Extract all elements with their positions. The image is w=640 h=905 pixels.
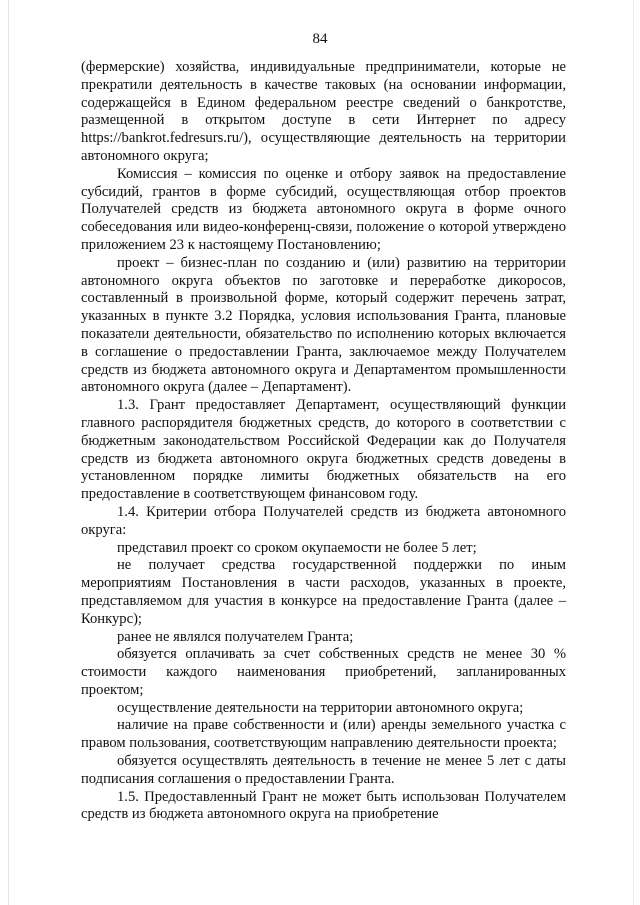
scan-edge-left <box>8 0 9 905</box>
paragraph-definition-commission: Комиссия – комиссия по оценке и отбору заявок на предоставление субсидий, грантов в форме субсидий, осуществляющая отбор проектов Получателей средств из бюджета автономного округа в форме очного собеседования или видео-конференц-связи, положение о которой утверждено приложением 23 к настоящему Постановлению; <box>81 165 566 253</box>
scan-edge-right <box>633 0 634 905</box>
criterion-not-previous-recipient: ранее не являлся получателем Гранта; <box>117 628 354 645</box>
paragraph-clause-1-5: 1.5. Предоставленный Грант не может быть использован Получателем средств из бюджета автономного округа на приобретение <box>81 788 566 823</box>
paragraph-clause-1-4: 1.4. Критерии отбора Получателей средств из бюджета автономного округа: <box>81 503 566 538</box>
criterion-territory: осуществление деятельности на территории автономного округа; <box>117 699 524 716</box>
document-body <box>81 59 566 824</box>
page-number: 84 <box>312 31 328 47</box>
criterion-land-plot: наличие на праве собственности и (или) аренды земельного участка с правом пользования, соответствующим направлению деятельности проекта; <box>81 717 566 752</box>
paragraph-definition-project: проект – бизнес-план по созданию и (или) развитию на территории автономного округа объектов по заготовке и переработке дикоросов, составленный в произвольной форме, который содержит перечень затрат, указанных в пункте 3.2 Порядка, условия использования Гранта, плановые показатели деятельности, обязательство по исполнению которых включается в соглашение о предоставлении Гранта, заключаемое между Получателем средств из бюджета автономного округа и Департаментом промышленности автономного округа (далее – Департамент). <box>81 254 566 396</box>
paragraph-clause-1-3: 1.3. Грант предоставляет Департамент, осуществляющий функции главного распорядителя бюджетных средств, до которого в соответствии с бюджетным законодательством Российской Федерации как до Получателя средств из бюджета автономного округа бюджетных средств доведены в установленном порядке лимиты бюджетных обязательств на его предоставление в соответствующем финансовом году. <box>81 397 566 503</box>
criterion-no-other-support: не получает средства государственной поддержки по иным мероприятиям Постановления в части расходов, указанных в проекте, представляемом для участия в конкурсе на предоставление Гранта (далее – Конкурс); <box>81 557 566 627</box>
paragraph-continuation-farm-households: (фермерские) хозяйства, индивидуальные предприниматели, которые не прекратили деятельность в качестве таковых (на основании информации, содержащейся в Едином федеральном реестре сведений о банкротстве, размещенной в открытом доступе в сети Интернет по адресу https://bankrot.fedresurs.ru/), осуществляющие деятельность на территории автономного округа; <box>81 59 566 164</box>
criterion-five-years-activity: обязуется осуществлять деятельность в течение не менее 5 лет с даты подписания соглашения о предоставлении Гранта. <box>81 753 566 787</box>
criterion-payback-period: представил проект со сроком окупаемости не более 5 лет; <box>117 539 477 556</box>
criterion-own-funds: обязуется оплачивать за счет собственных средств не менее 30 % стоимости каждого наименования приобретений, запланированных проектом; <box>81 646 566 698</box>
